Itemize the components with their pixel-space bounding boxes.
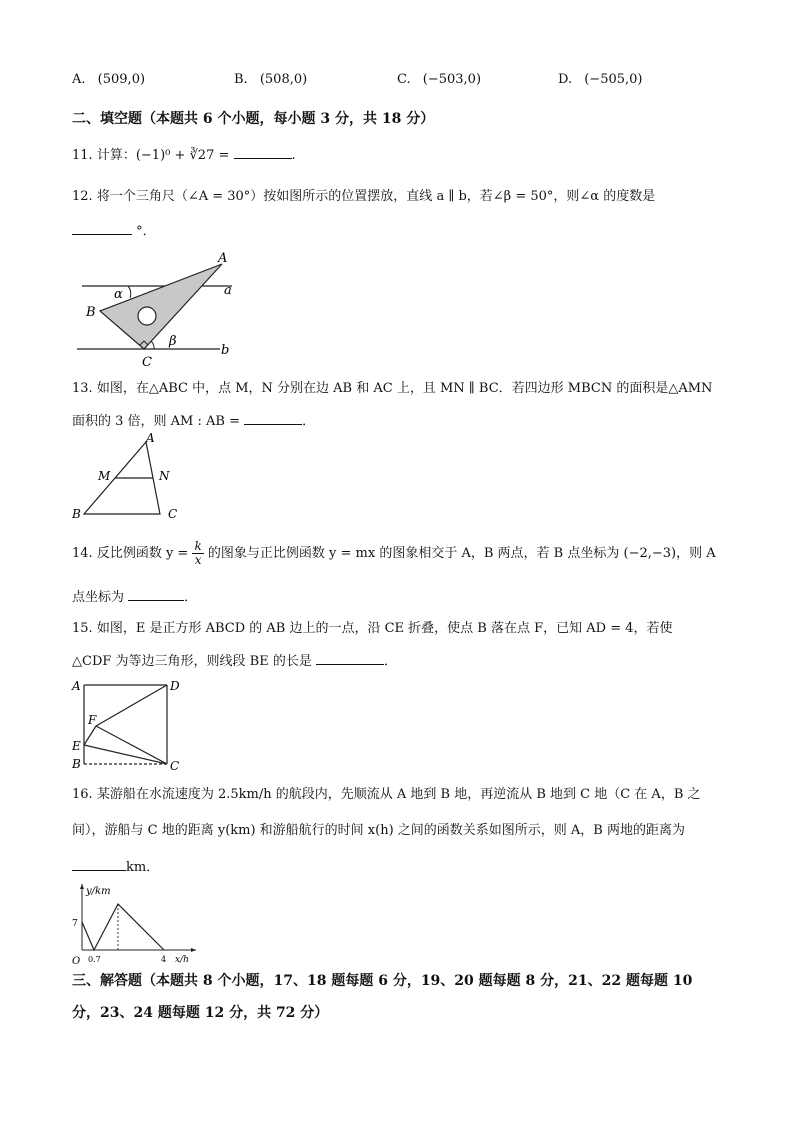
question-text: 计算： [96, 148, 136, 163]
question-text: △CDF 为等边三角形，则线段 BE 的长是 [72, 654, 312, 669]
question-number: 16. [72, 787, 93, 802]
question-number: 11. [72, 148, 93, 163]
triangle-ruler [100, 264, 222, 349]
answer-blank[interactable] [72, 858, 126, 871]
answer-blank[interactable] [72, 222, 132, 235]
question-14-line2 [72, 588, 197, 607]
question-text: ． [184, 590, 198, 605]
segment-ef [84, 726, 96, 745]
question-12 [72, 188, 655, 206]
label-m-point: M [98, 469, 111, 483]
question-number: 15. [72, 621, 93, 636]
question-text: ． [302, 414, 316, 429]
tick-label-7: 7 [72, 919, 78, 929]
fraction-k-over-x [192, 540, 203, 567]
label-beta: β [169, 334, 177, 349]
x-axis-arrow [191, 948, 196, 952]
section-heading-answer: 三、解答题（本题共 8 个小题，17、18 题每题 6 分，19、20 题每题 8 分，21、22 题每题 10 [72, 973, 693, 989]
y-axis-label: y/km [86, 886, 111, 897]
section-heading-fill-blank: 二、填空题（本题共 6 个小题，每小题 3 分，共 18 分） [72, 111, 435, 127]
label-e-point: E [72, 739, 81, 753]
segment-ec [84, 745, 167, 764]
option-label: D. [558, 72, 573, 87]
label-a-point: A [218, 251, 228, 266]
label-a-point: A [72, 679, 81, 693]
question-text: 反比例函数 y = [96, 546, 189, 561]
question-16-line2 [72, 822, 685, 840]
label-c-point: C [170, 759, 180, 773]
answer-blank[interactable] [234, 146, 292, 159]
answer-blank[interactable] [244, 412, 302, 425]
label-d-point: D [170, 679, 180, 693]
answer-blank[interactable] [128, 588, 184, 601]
option-b [234, 72, 307, 87]
distance-time-graph [72, 880, 202, 968]
question-text: 如图，在△ABC 中，点 M，N 分别在边 AB 和 AC 上，且 MN ∥ BC．若四边形 MBCN 的面积是△AMN [96, 381, 713, 396]
segment-fd [96, 685, 167, 726]
label-line-a: a [224, 283, 232, 298]
question-12-line2 [72, 222, 156, 241]
label-c-point: C [168, 507, 178, 521]
label-n-point: N [159, 469, 170, 483]
segment-fc [96, 726, 167, 764]
option-c [397, 72, 481, 87]
question-text: 点坐标为 [72, 590, 125, 605]
fraction-denominator: x [194, 553, 202, 567]
question-text: 间），游船与 C 地的距离 y(km) 和游船航行的时间 x(h) 之间的函数关系如图所示，则 A，B 两地的距离为 [72, 823, 685, 838]
question-text: 某游船在水流速度为 2.5km/h 的航段内，先顺流从 A 地到 B 地，再逆流从 B 地到 C 地（C 在 A，B 之 [96, 787, 701, 802]
math-expression: (−1)⁰ + ∛27 = [135, 148, 230, 163]
label-b-point: B [72, 507, 81, 521]
triangle-mn-figure [72, 432, 192, 524]
option-label: B. [234, 72, 248, 87]
label-alpha: α [114, 287, 123, 302]
question-text: km． [126, 860, 160, 875]
option-value: (−503,0) [422, 72, 482, 87]
triangle-ruler-figure [72, 250, 242, 370]
question-number: 14. [72, 546, 93, 561]
option-label: C. [397, 72, 411, 87]
question-14 [72, 540, 716, 567]
y-axis-arrow [80, 884, 84, 889]
label-f-point: F [88, 713, 97, 727]
option-d [558, 72, 643, 87]
origin-label: O [72, 956, 81, 967]
question-15-line2 [72, 652, 397, 671]
label-b-point: B [86, 305, 96, 320]
answer-blank[interactable] [316, 652, 384, 665]
question-16-line3 [72, 858, 159, 877]
angle-alpha-arc [128, 286, 131, 298]
question-13 [72, 380, 712, 398]
question-number: 12. [72, 189, 93, 204]
tick-label-4: 4 [161, 955, 167, 964]
square-fold-figure [72, 676, 192, 776]
section-heading-answer-line2: 分，23、24 题每题 12 分，共 72 分） [72, 1005, 329, 1021]
question-text: 的图象与正比例函数 y = mx 的图象相交于 A，B 两点，若 B 点坐标为 (−2,−3)，则 A [207, 546, 716, 561]
fraction-numerator: k [194, 539, 202, 553]
ruler-hole [138, 307, 156, 325]
option-value: (−505,0) [584, 72, 643, 87]
question-15 [72, 620, 673, 638]
option-label: A. [72, 72, 86, 87]
x-axis-label: x/h [175, 955, 189, 965]
question-11 [72, 146, 296, 165]
label-b-point: B [72, 757, 81, 771]
question-text: 面积的 3 倍，则 AM : AB = [72, 414, 240, 429]
label-a-point: A [146, 431, 155, 445]
question-text: ． [383, 654, 397, 669]
question-text: °． [136, 224, 156, 239]
option-a [72, 72, 145, 87]
question-text: 将一个三角尺（∠A = 30°）按如图所示的位置摆放，直线 a ∥ b，若∠β = 50°，则∠α 的度数是 [96, 189, 656, 204]
option-value: (508,0) [259, 72, 308, 87]
option-value: (509,0) [97, 72, 146, 87]
graph-line [82, 904, 164, 950]
question-number: 13. [72, 381, 93, 396]
question-13-line2 [72, 412, 315, 431]
label-c-point: C [142, 355, 152, 370]
tick-label-0-7: 0.7 [88, 955, 101, 964]
question-text: . [291, 148, 296, 163]
question-16 [72, 786, 701, 804]
question-text: 如图，E 是正方形 ABCD 的 AB 边上的一点，沿 CE 折叠，使点 B 落在点 F，已知 AD = 4，若使 [96, 621, 673, 636]
angle-beta-arc [151, 341, 154, 349]
label-line-b: b [221, 343, 230, 358]
